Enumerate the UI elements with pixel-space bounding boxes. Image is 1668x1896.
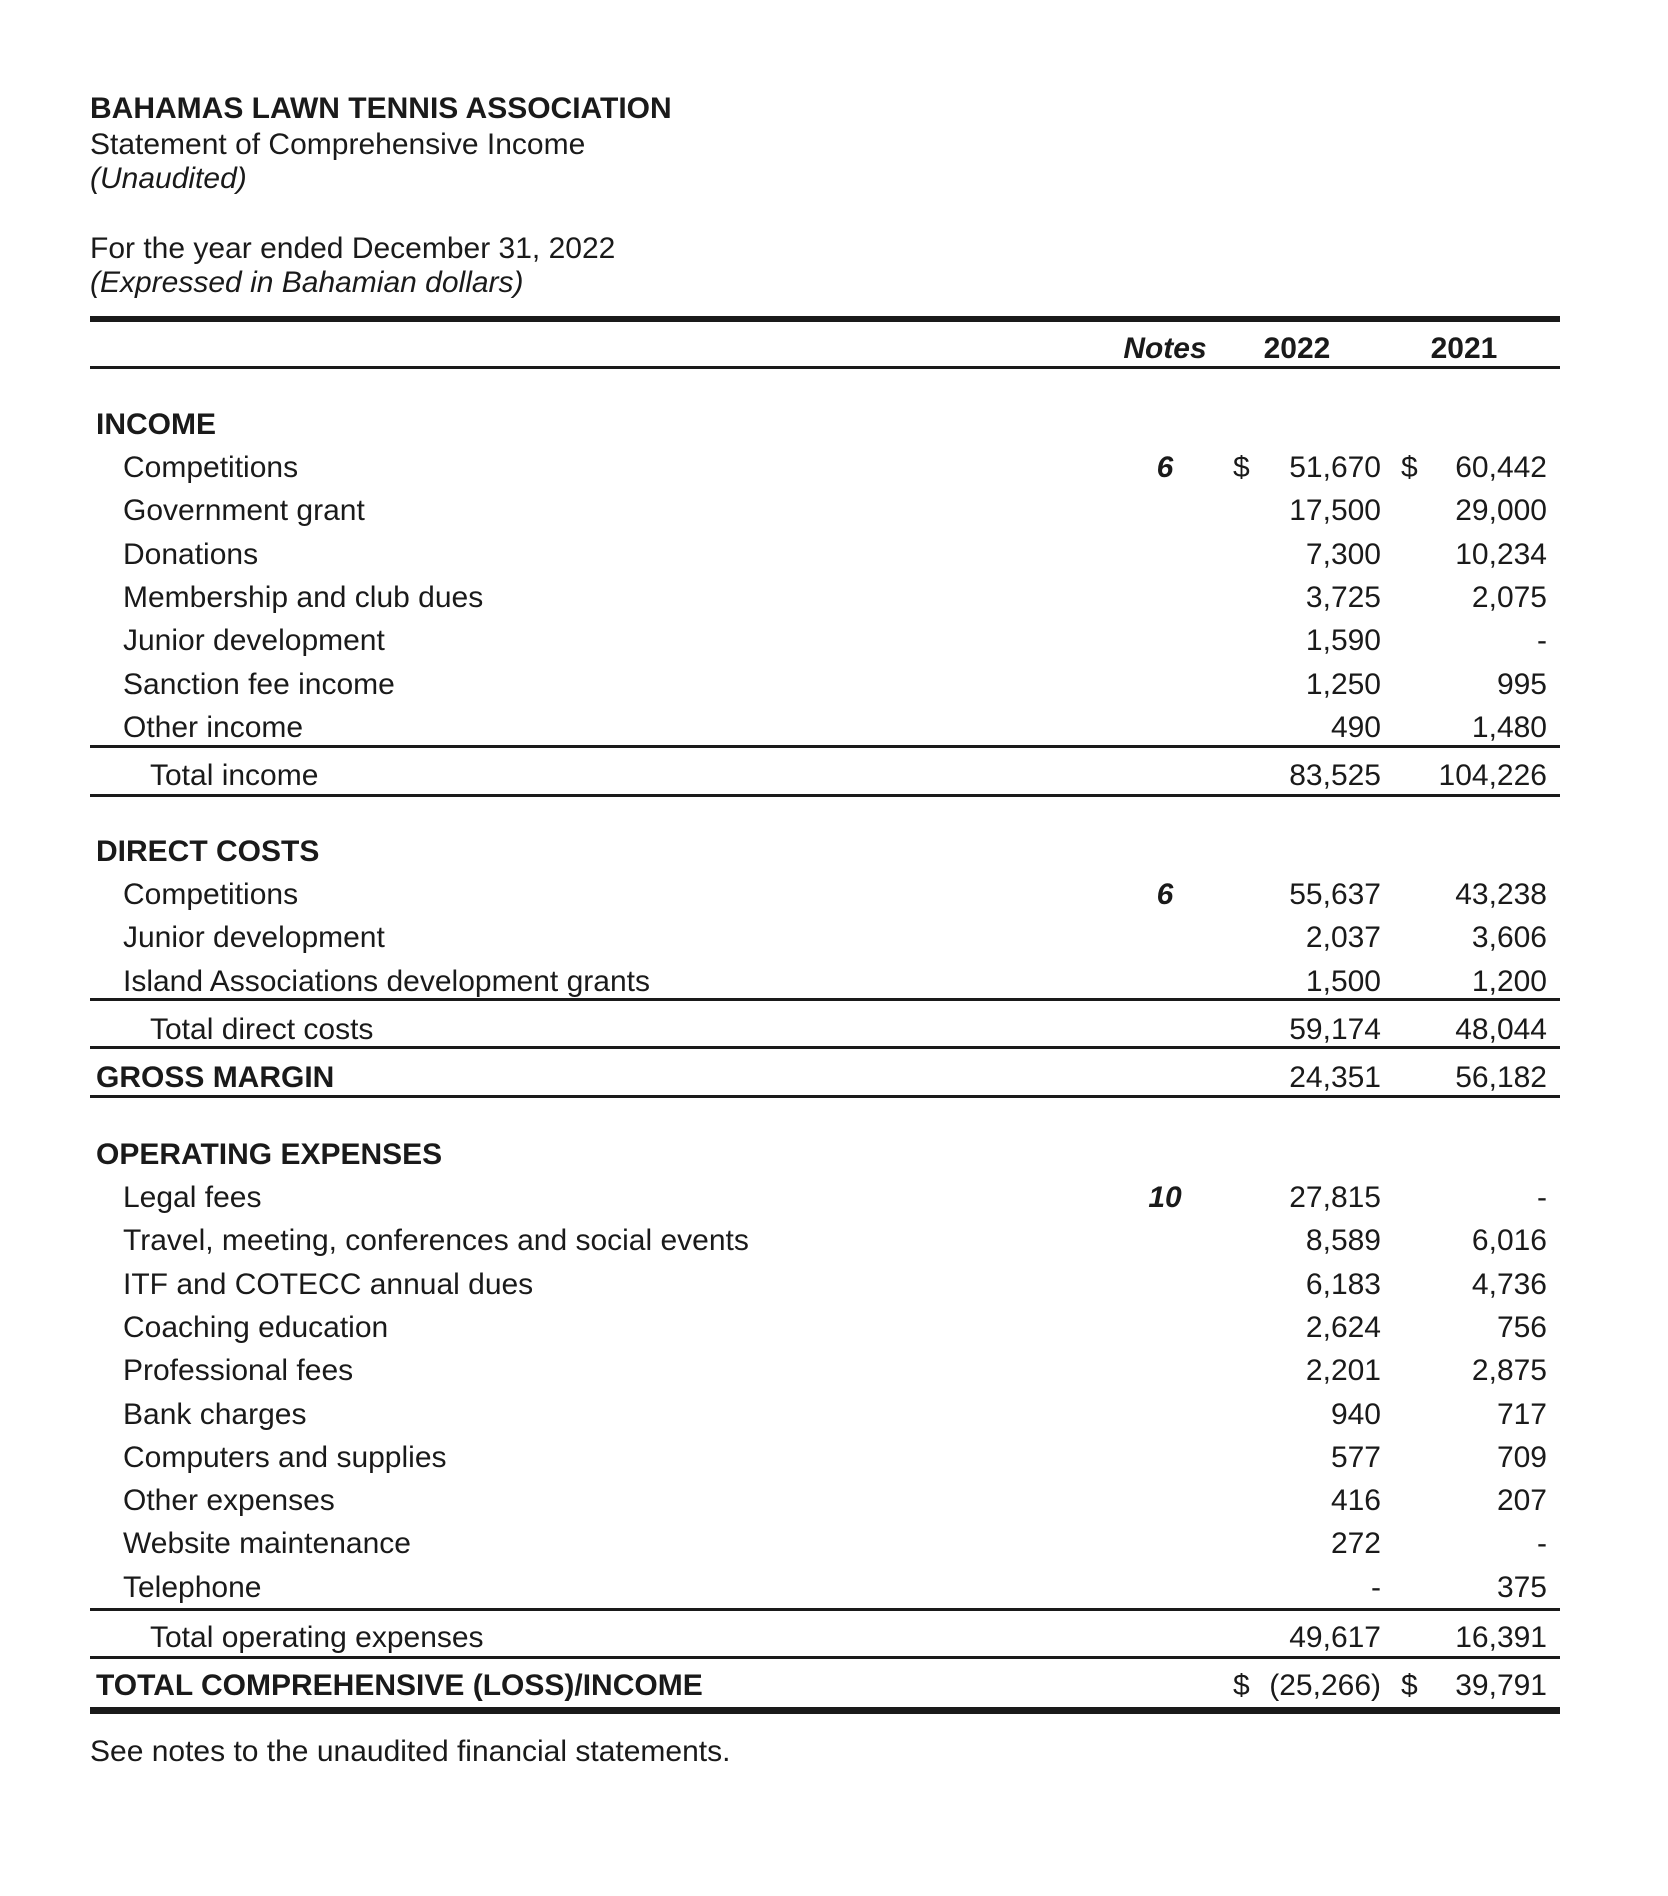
row-label: Other expenses — [123, 1484, 335, 1518]
income-row — [90, 581, 1560, 621]
value-2022: 27,815 — [1289, 1181, 1381, 1214]
row-label: Competitions — [123, 451, 299, 484]
value-2022: - — [1371, 1570, 1381, 1604]
value-2021: 995 — [1496, 667, 1547, 701]
value-2022: 2,624 — [1305, 1310, 1381, 1344]
income-row — [90, 668, 1560, 708]
row-label: Telephone — [123, 1570, 262, 1604]
row-label: Donations — [123, 537, 259, 571]
row-label: Bank charges — [123, 1397, 307, 1431]
value-2021: 4,736 — [1471, 1267, 1547, 1301]
row-label: Computers and supplies — [123, 1440, 447, 1474]
audit-status: (Unaudited) — [90, 162, 247, 195]
final-double-rule — [90, 1707, 1560, 1714]
value-2021: 1,480 — [1471, 710, 1547, 744]
row-label: Total operating expenses — [150, 1621, 484, 1654]
row-label: Membership and club dues — [123, 580, 484, 614]
row-label: Website maintenance — [123, 1527, 411, 1561]
row-label: Professional fees — [123, 1354, 354, 1388]
value-2021: 104,226 — [1438, 759, 1547, 792]
value-2022: 17,500 — [1289, 494, 1381, 528]
subtotal-rule — [90, 1608, 1560, 1611]
section-heading-operating-expenses — [90, 1138, 1560, 1178]
value-2022: 83,525 — [1289, 759, 1381, 792]
value-2021: 756 — [1496, 1310, 1547, 1344]
row-label: Coaching education — [123, 1310, 389, 1344]
row-label: Government grant — [123, 494, 365, 528]
value-2021: - — [1537, 1181, 1547, 1214]
value-2022: 49,617 — [1289, 1621, 1381, 1654]
operating-expense-row — [90, 1527, 1560, 1567]
operating-expense-row — [90, 1484, 1560, 1524]
value-2021: 717 — [1496, 1397, 1547, 1431]
value-2021: 2,875 — [1471, 1354, 1547, 1388]
column-header-2021: 2021 — [1430, 332, 1498, 365]
value-2022: 3,725 — [1305, 580, 1381, 614]
value-2021: 709 — [1496, 1440, 1547, 1474]
footer-note: See notes to the unaudited financial statements. — [90, 1735, 731, 1768]
value-2022: 51,670 — [1289, 451, 1381, 484]
row-note-ref: 6 — [1156, 451, 1174, 484]
value-2022: 272 — [1330, 1527, 1381, 1561]
total-rule — [90, 1046, 1560, 1049]
period-label: For the year ended December 31, 2022 — [90, 232, 616, 265]
row-label: INCOME — [96, 408, 216, 441]
column-header-2022: 2022 — [1263, 332, 1331, 365]
value-2021: 43,238 — [1455, 878, 1547, 911]
total-rule — [90, 794, 1560, 797]
row-label: Junior development — [123, 921, 385, 955]
value-2022: (25,266) — [1269, 1669, 1381, 1702]
value-2021: - — [1537, 624, 1547, 658]
income-row — [90, 451, 1560, 491]
column-header-notes: Notes — [1123, 332, 1207, 365]
operating-expense-row — [90, 1354, 1560, 1394]
total-comprehensive-row — [90, 1669, 1560, 1709]
value-2022: 1,250 — [1305, 667, 1381, 701]
currency-symbol-2021: $ — [1401, 451, 1418, 484]
value-2021: 2,075 — [1471, 580, 1547, 614]
income-row — [90, 624, 1560, 664]
row-label: OPERATING EXPENSES — [96, 1138, 443, 1171]
value-2022: 24,351 — [1289, 1061, 1381, 1094]
value-2022: 59,174 — [1289, 1013, 1381, 1046]
statement-title: Statement of Comprehensive Income — [90, 128, 586, 161]
operating-expense-row — [90, 1398, 1560, 1438]
section-heading-income — [90, 408, 1560, 448]
value-2021: 10,234 — [1455, 537, 1547, 571]
subtotal-rule — [90, 998, 1560, 1001]
gross-margin-rule — [90, 1095, 1560, 1098]
value-2021: 56,182 — [1455, 1061, 1547, 1094]
value-2022: 6,183 — [1305, 1267, 1381, 1301]
value-2021: 6,016 — [1471, 1224, 1547, 1258]
value-2021: 16,391 — [1455, 1621, 1547, 1654]
operating-expense-row — [90, 1311, 1560, 1351]
value-2022: 416 — [1330, 1484, 1381, 1518]
operating-expense-row — [90, 1441, 1560, 1481]
total-income-row — [90, 759, 1560, 799]
row-label: TOTAL COMPREHENSIVE (LOSS)/INCOME — [96, 1669, 703, 1702]
value-2022: 8,589 — [1305, 1224, 1381, 1258]
row-label: Travel, meeting, conferences and social events — [123, 1224, 749, 1258]
header-bottom-rule — [90, 366, 1560, 369]
value-2021: 39,791 — [1455, 1669, 1547, 1702]
currency-note: (Expressed in Bahamian dollars) — [90, 266, 524, 299]
value-2022: 940 — [1330, 1397, 1381, 1431]
subtotal-rule — [90, 745, 1560, 748]
value-2021: 60,442 — [1455, 451, 1547, 484]
value-2022: 2,201 — [1305, 1354, 1381, 1388]
header-top-rule — [90, 316, 1560, 322]
operating-expense-row — [90, 1268, 1560, 1308]
row-label: Junior development — [123, 624, 385, 658]
operating-expense-row — [90, 1571, 1560, 1611]
value-2022: 1,590 — [1305, 624, 1381, 658]
total-operating-expenses-row — [90, 1621, 1560, 1661]
organization-name: BAHAMAS LAWN TENNIS ASSOCIATION — [90, 92, 672, 125]
value-2022: 7,300 — [1305, 537, 1381, 571]
value-2022: 55,637 — [1289, 878, 1381, 911]
value-2022: 490 — [1330, 710, 1381, 744]
row-label: Island Associations development grants — [123, 964, 650, 998]
row-note-ref: 6 — [1156, 878, 1174, 911]
value-2021: 48,044 — [1455, 1013, 1547, 1046]
currency-symbol-2021: $ — [1401, 1669, 1418, 1702]
direct-cost-row — [90, 921, 1560, 961]
operating-expense-row — [90, 1181, 1560, 1221]
value-2021: 3,606 — [1471, 921, 1547, 955]
section-heading-direct-costs — [90, 835, 1560, 875]
total-rule — [90, 1656, 1560, 1659]
row-label: Total direct costs — [150, 1013, 374, 1046]
income-row — [90, 538, 1560, 578]
value-2021: 207 — [1496, 1484, 1547, 1518]
income-row — [90, 494, 1560, 534]
row-label: Other income — [123, 710, 304, 744]
row-label: Total income — [150, 759, 319, 792]
value-2022: 577 — [1330, 1440, 1381, 1474]
row-label: Competitions — [123, 878, 299, 911]
value-2022: 1,500 — [1305, 964, 1381, 998]
currency-symbol-2022: $ — [1233, 451, 1250, 484]
value-2021: 1,200 — [1471, 964, 1547, 998]
row-label: Sanction fee income — [123, 667, 395, 701]
value-2021: - — [1537, 1527, 1547, 1561]
value-2021: 375 — [1496, 1570, 1547, 1604]
row-note-ref: 10 — [1148, 1181, 1182, 1214]
currency-symbol-2022: $ — [1233, 1669, 1250, 1702]
row-label: GROSS MARGIN — [96, 1061, 335, 1094]
operating-expense-row — [90, 1224, 1560, 1264]
value-2021: 29,000 — [1455, 494, 1547, 528]
row-label: ITF and COTECC annual dues — [123, 1267, 534, 1301]
row-label: DIRECT COSTS — [96, 835, 320, 868]
direct-cost-row — [90, 878, 1560, 918]
row-label: Legal fees — [123, 1181, 262, 1214]
value-2022: 2,037 — [1305, 921, 1381, 955]
